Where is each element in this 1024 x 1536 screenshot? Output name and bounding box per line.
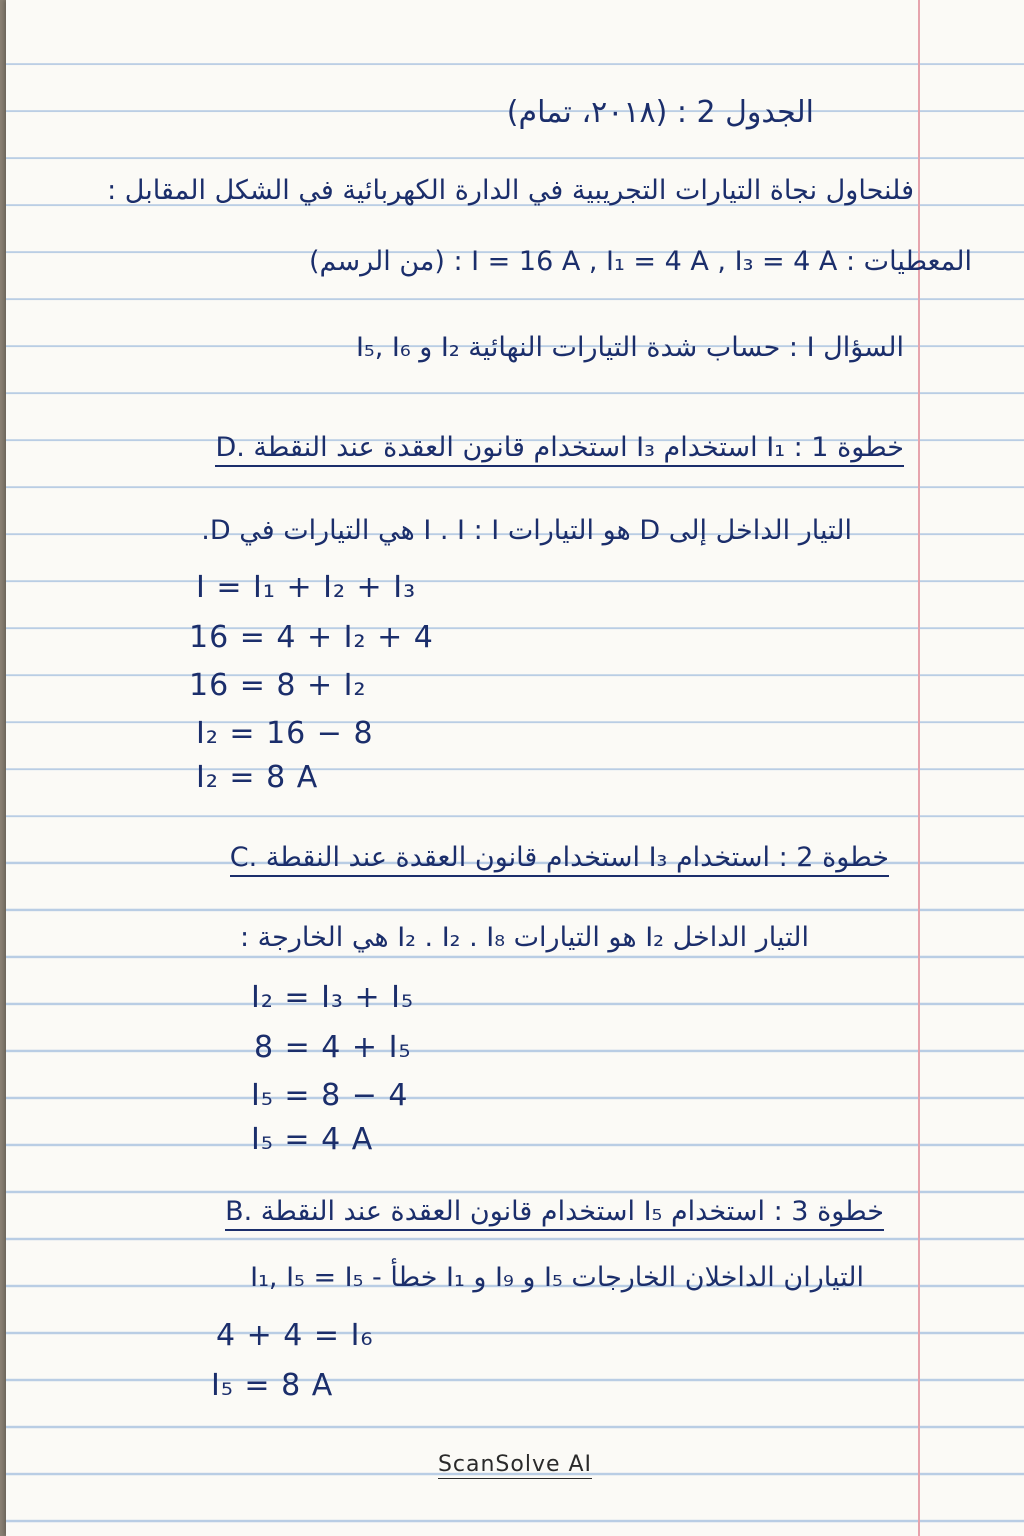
step-3-eq-2: I₅ = 8 A [211,1368,334,1403]
page-title: الجدول 2 : (٢٠١٨، تمام) [506,95,814,130]
step-1-heading: خطوة 1 : I₁ استخدام I₃ استخدام قانون العقدة عند النقطة .D [215,432,904,467]
step-2-heading: خطوة 2 : استخدام I₃ استخدام قانون العقدة عند النقطة .C [230,842,889,877]
notebook-page [6,0,1024,1536]
step-1-eq-3: 16 = 8 + I₂ [189,668,367,703]
step-1-eq-2: 16 = 4 + I₂ + 4 [189,620,434,655]
step-3-eq-1: 4 + 4 = I₆ [216,1318,374,1353]
footer-brand [6,1452,1024,1477]
step-2-description: التيار الداخل I₂ هو التيارات I₂ . I₂ . I₈ هي الخارجة : [240,922,809,953]
margin-line [918,0,920,1536]
step-1-eq-4: I₂ = 16 − 8 [196,716,374,751]
intro-line: فلنحاول نجاة التيارات التجريبية في الدارة الكهربائية في الشكل المقابل : [107,175,914,206]
step-1-eq-1: I = I₁ + I₂ + I₃ [196,570,417,605]
step-2-eq-1: I₂ = I₃ + I₅ [251,980,415,1015]
question-line: السؤال I : حساب شدة التيارات النهائية I₂ و I₅, I₆ [355,332,904,363]
step-2-eq-4: I₅ = 4 A [251,1122,374,1157]
step-1-description: التيار الداخل إلى D هو التيارات I . I : I هي التيارات في D. [201,515,852,546]
step-2-eq-3: I₅ = 8 − 4 [251,1078,409,1113]
step-3-description: التياران الداخلان الخارجات I₅ و I₉ و I₁ خطأ - I₁, I₅ = I₅ [250,1262,864,1293]
brand-text: ScanSolve AI [437,1452,593,1477]
step-1-eq-5: I₂ = 8 A [196,760,319,795]
given-values: المعطيات : I = 16 A , I₁ = 4 A , I₃ = 4 A : (من الرسم) [308,246,972,277]
step-2-eq-2: 8 = 4 + I₅ [254,1030,412,1065]
step-3-heading: خطوة 3 : استخدام I₅ استخدام قانون العقدة عند النقطة .B [225,1196,884,1231]
